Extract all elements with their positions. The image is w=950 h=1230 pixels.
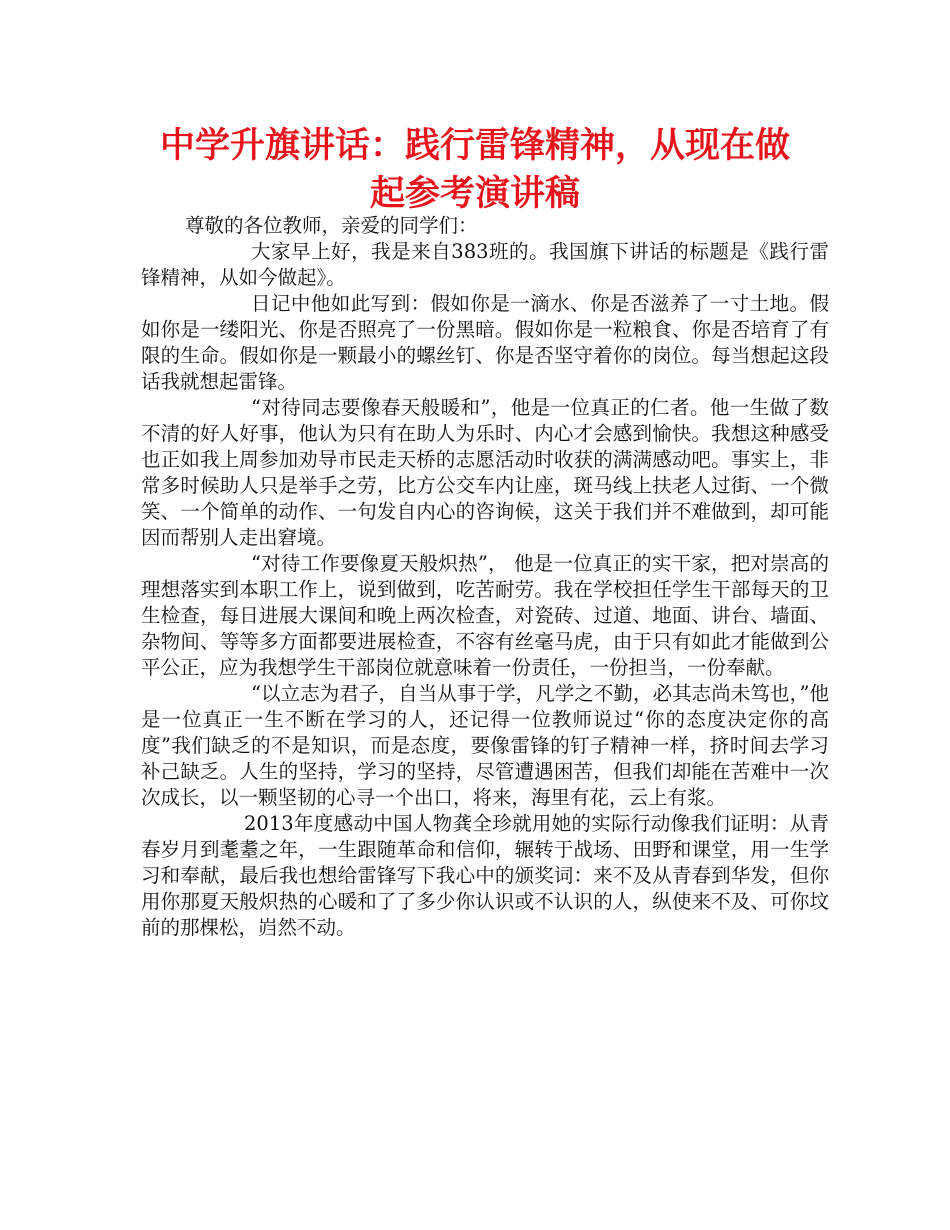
paragraph-greeting: 大家早上好，我是来自383班的。我国旗下讲话的标题是《践行雷锋精神，从如今做起》。 xyxy=(141,240,829,289)
title-line-2: 起参考演讲稿 xyxy=(369,174,580,214)
title-line-1: 中学升旗讲话：践行雷锋精神，从现在做 xyxy=(159,126,790,166)
document-body xyxy=(141,213,829,941)
paragraph-summer: “对待工作要像夏天般炽热”， 他是一位真正的实干家，把对崇高的理想落实到本职工作上，说到做到，吃苦耐劳。我在学校担任学生干部每天的卫生检查，每日进展大课间和晚上两次检查，对瓷砖、过道、地面、讲台、墙面、杂物间、等等多方面都要进展检查，不容有丝毫马虎，由于只有如此才能做到公平公正，应为我想学生干部岗位就意味着一份责任，一份担当，一份奉献。 xyxy=(141,552,829,679)
paragraph-study: “以立志为君子，自当从事于学，凡学之不勤，必其志尚未笃也，”他是一位真正一生不断在学习的人，还记得一位教师说过“你的态度决定你的高度”我们缺乏的不是知识，而是态度，要像雷锋的钉子精神一样，挤时间去学习补己缺乏。人生的坚持，学习的坚持，尽管遭遇困苦，但我们却能在苦难中一次次成长，以一颗坚韧的心寻一个出口，将来，海里有花，云上有浆。 xyxy=(141,682,829,809)
paragraph-conclusion: 2013年度感动中国人物龚全珍就用她的实际行动像我们证明：从青春岁月到耄耋之年，一生跟随革命和信仰，辗转于战场、田野和课堂，用一生学习和奉献，最后我也想给雷锋写下我心中的颁奖词：来不及从青春到华发，但你用你那夏天般炽热的心暖和了了多少你认识或不认识的人，纵使来不及、可你坟前的那棵松，岿然不动。 xyxy=(141,812,829,939)
paragraph-spring: “对待同志要像春天般暖和”，他是一位真正的仁者。他一生做了数不清的好人好事，他认为只有在助人为乐时、内心才会感到愉快。我想这种感受也正如我上周参加劝导市民走天桥的志愿活动时收获的满满感动吧。事实上，非常多时候助人只是举手之劳，比方公交车内让座，斑马线上扶老人过街、一个微笑、一个简单的动作、一句发自内心的咨询候，这关于我们并不难做到，却可能因而帮别人走出窘境。 xyxy=(141,396,829,549)
paragraph-diary: 日记中他如此写到：假如你是一滴水、你是否滋养了一寸土地。假如你是一缕阳光、你是否照亮了一份黑暗。假如你是一粒粮食、你是否培育了有限的生命。假如你是一颗最小的螺丝钉、你是否坚守着你的岗位。每当想起这段话我就想起雷锋。 xyxy=(141,292,829,393)
salutation: 尊敬的各位教师，亲爱的同学们： xyxy=(185,214,478,237)
document-title xyxy=(130,122,820,218)
